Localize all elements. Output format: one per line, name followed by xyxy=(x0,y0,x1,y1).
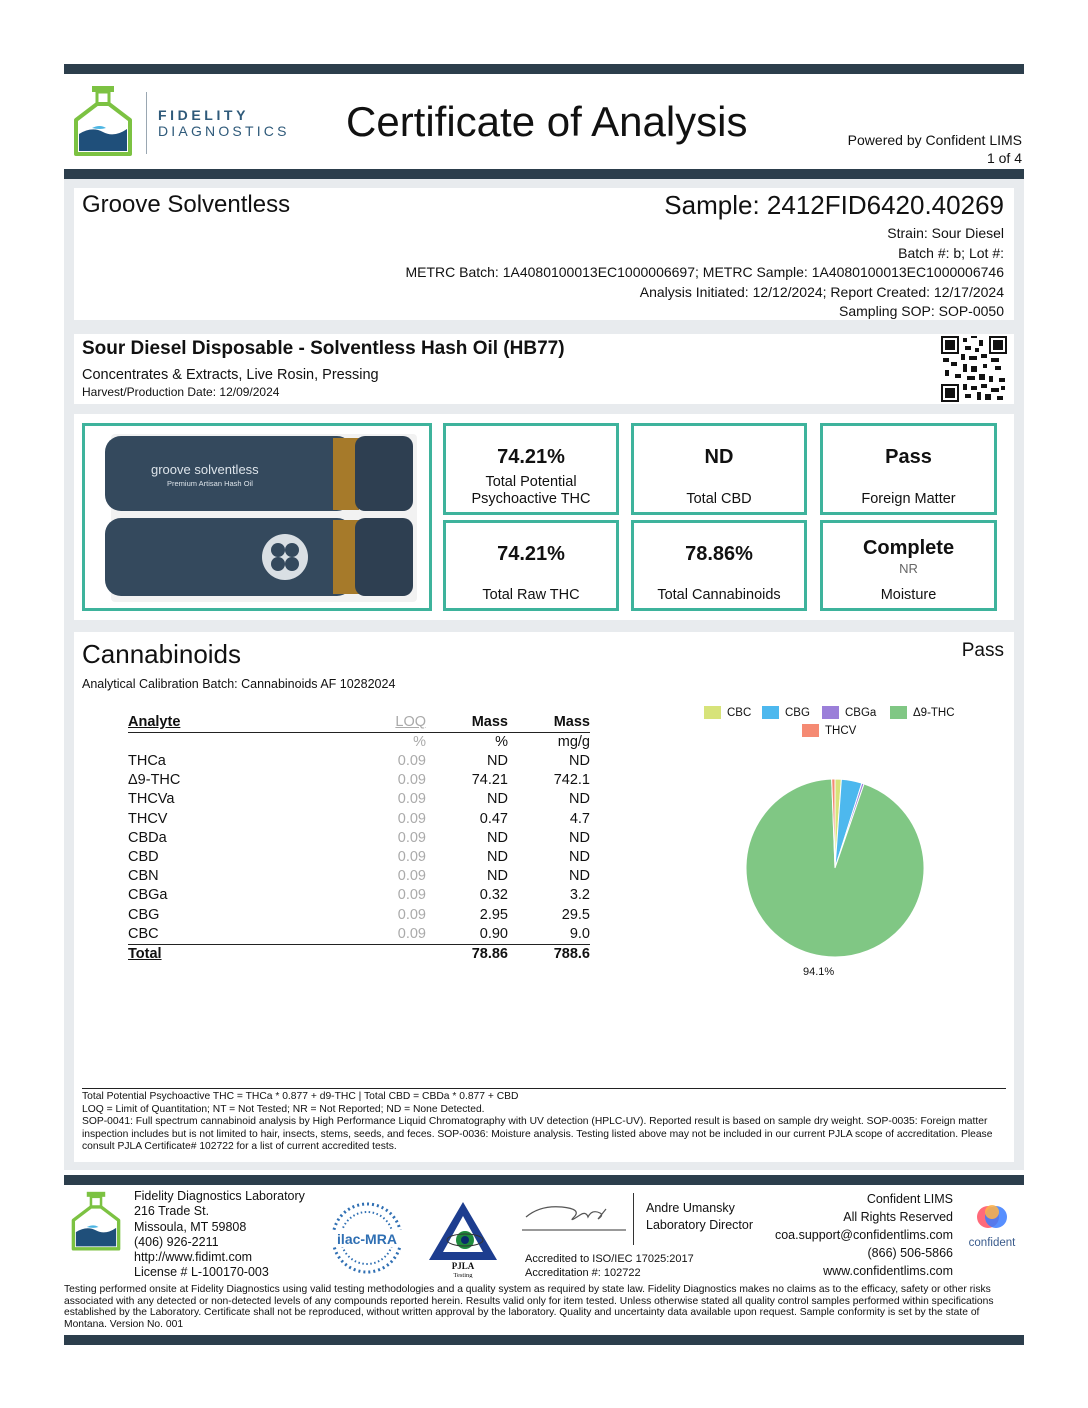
document-title: Certificate of Analysis xyxy=(346,98,748,145)
table-row xyxy=(128,790,590,809)
table-row xyxy=(128,810,590,829)
cell-mg: 742.1 xyxy=(553,772,590,789)
summary-value: Complete xyxy=(862,537,955,559)
director-name: Andre Umansky xyxy=(646,1201,735,1215)
total-cell xyxy=(318,944,426,964)
table-row xyxy=(128,771,590,790)
cell-mg: 9.0 xyxy=(569,925,590,942)
legend-swatch xyxy=(802,724,819,737)
total-cell: 78.86 xyxy=(426,944,508,964)
table-row xyxy=(128,886,590,905)
summary-value: Pass xyxy=(885,446,932,468)
flask-logo-icon xyxy=(70,1190,122,1254)
lab-address xyxy=(134,1189,305,1281)
table-row xyxy=(128,867,590,886)
unit-pct: % xyxy=(495,734,508,750)
total-cell: 788.6 xyxy=(508,944,590,964)
pie-data-label: 94.1% xyxy=(803,966,835,978)
footer-top-bar xyxy=(64,1175,1024,1185)
cell-pct: 0.32 xyxy=(479,887,508,904)
summary-total-cannabinoids xyxy=(631,520,807,611)
cell-pct: ND xyxy=(487,753,508,770)
signature-divider xyxy=(633,1193,634,1245)
pjla-logo-icon xyxy=(425,1198,501,1278)
cell-mg: 3.2 xyxy=(569,887,590,904)
cannabinoid-pie-chart xyxy=(740,775,930,965)
cell-analyte: THCVa xyxy=(128,791,175,808)
cell-mg: ND xyxy=(569,868,590,885)
cell-pct: 0.90 xyxy=(479,925,508,942)
cell-loq: 0.09 xyxy=(397,925,426,942)
cell-analyte: CBDa xyxy=(128,829,167,846)
legend-swatch xyxy=(762,706,779,719)
table-row xyxy=(128,848,590,867)
summary-moisture xyxy=(820,520,997,611)
logo-separator xyxy=(146,92,147,154)
summary-total-potential-thc xyxy=(443,423,619,515)
summary-value: 74.21% xyxy=(497,446,565,468)
summary-sub: NR xyxy=(899,561,918,576)
lab-license: License # L-100170-003 xyxy=(134,1265,269,1280)
total-cell: Total xyxy=(128,944,318,964)
cell-analyte: CBD xyxy=(128,849,159,866)
cell-loq: 0.09 xyxy=(397,887,426,904)
cell-mg: ND xyxy=(569,829,590,846)
legend-label: THCV xyxy=(825,724,857,737)
cell-pct: ND xyxy=(487,791,508,808)
legend-swatch xyxy=(704,706,721,719)
cell-loq: 0.09 xyxy=(397,810,426,827)
lab-name: Fidelity Diagnostics Laboratory xyxy=(134,1189,305,1203)
cell-analyte: CBC xyxy=(128,925,159,942)
note-formula: Total Potential Psychoactive THC = THCa * 0.877 + d9-THC | Total CBD = CBDa * 0.877 + CBD xyxy=(82,1091,519,1102)
cell-pct: ND xyxy=(487,868,508,885)
lims-name: Confident LIMS xyxy=(866,1192,953,1206)
table-row xyxy=(128,829,590,848)
pjla-text: PJLA xyxy=(451,1261,475,1271)
header-divider-bar xyxy=(64,169,1024,179)
harvest-date: Harvest/Production Date: 12/09/2024 xyxy=(82,385,280,399)
summary-value: 78.86% xyxy=(685,543,753,565)
col-analyte: Analyte xyxy=(128,713,318,733)
cell-pct: 0.47 xyxy=(479,810,508,827)
section-title: Cannabinoids xyxy=(82,639,242,669)
sample-id: Sample: 2412FID6420.40269 xyxy=(664,190,1004,220)
powered-by-text: Powered by Confident LIMS xyxy=(847,132,1022,148)
total-row xyxy=(128,944,590,964)
lims-rights: All Rights Reserved xyxy=(843,1210,953,1224)
cell-loq: 0.09 xyxy=(397,906,426,923)
pen-tagline-text: Premium Artisan Hash Oil xyxy=(167,479,253,488)
summary-label: Total Cannabinoids xyxy=(657,587,781,603)
cell-loq: 0.09 xyxy=(397,791,426,808)
cell-loq: 0.09 xyxy=(397,753,426,770)
summary-total-cbd xyxy=(631,423,807,515)
cell-loq: 0.09 xyxy=(397,868,426,885)
lab-city: Missoula, MT 59808 xyxy=(134,1219,247,1234)
col-mass-mg: Mass xyxy=(508,713,590,733)
summary-label: Total Raw THC xyxy=(482,587,580,603)
table-row xyxy=(128,925,590,945)
summary-total-raw-thc xyxy=(443,520,619,611)
legend-item xyxy=(822,706,876,719)
summary-foreign-matter xyxy=(820,423,997,515)
legend-label: CBC xyxy=(727,706,752,719)
legend-item xyxy=(802,724,856,737)
unit-loq: % xyxy=(413,734,426,750)
bottom-bar xyxy=(64,1335,1024,1345)
confident-logo-text: confident xyxy=(968,1237,1016,1249)
pen-brand-text: groove solventless xyxy=(151,462,259,477)
legend-item xyxy=(762,706,810,719)
director-signature xyxy=(522,1197,626,1231)
note-abbreviations: LOQ = Limit of Quantitation; NT = Not Tested; NR = Not Reported; ND = None Detected. xyxy=(82,1103,485,1115)
col-mass-pct: Mass xyxy=(426,713,508,733)
director-title: Laboratory Director xyxy=(646,1218,753,1232)
disclaimer: Testing performed onsite at Fidelity Diagnostics using valid testing methodologies and a quality system as required by state law. Fidelity Diagnostics makes no claims as to the efficacy, safety or other risks associated with any detected or non-detected levels of any compounds reported herein. Results valid only for item tested. Unless otherwise stated all quality control samples performed within specifications established by the Laboratory. Certificate shall not be reproduced, without written approval by the laboratory. Quality and uncertainty data available upon request. Sample conformity is set by the state of Montana. Version No. 001 xyxy=(64,1284,994,1330)
table-row xyxy=(128,752,590,771)
legend-swatch xyxy=(822,706,839,719)
units-row xyxy=(128,733,590,753)
cell-pct: 2.95 xyxy=(479,906,508,923)
logo-wordmark xyxy=(158,107,290,139)
legend-item xyxy=(890,706,955,719)
product-name: Sour Diesel Disposable - Solventless Hash Oil (HB77) xyxy=(82,338,565,359)
logo-line-1: FIDELITY xyxy=(158,107,250,123)
confident-logo-icon xyxy=(975,1202,1009,1232)
page-number: 1 of 4 xyxy=(986,150,1022,166)
cell-analyte: Δ9-THC xyxy=(128,772,181,789)
analysis-dates: Analysis Initiated: 12/12/2024; Report Created: 12/17/2024 xyxy=(639,283,1004,300)
product-category: Concentrates & Extracts, Live Rosin, Pressing xyxy=(82,367,379,383)
cell-mg: 29.5 xyxy=(561,906,590,923)
sampling-sop: Sampling SOP: SOP-0050 xyxy=(839,303,1004,319)
calibration-batch: Analytical Calibration Batch: Cannabinoids AF 10282024 xyxy=(82,677,396,691)
cell-mg: ND xyxy=(569,753,590,770)
batch: Batch #: b; Lot #: xyxy=(898,244,1004,261)
flask-logo-icon xyxy=(72,84,134,160)
lims-phone: (866) 506-5866 xyxy=(867,1246,953,1260)
cell-analyte: CBGa xyxy=(128,887,168,904)
cell-mg: 4.7 xyxy=(569,810,590,827)
summary-value: ND xyxy=(704,446,734,468)
top-bar xyxy=(64,64,1024,74)
cell-mg: ND xyxy=(569,849,590,866)
director-block xyxy=(646,1200,753,1234)
lab-website-link[interactable]: http://www.fidimt.com xyxy=(134,1250,253,1265)
client-name: Groove Solventless xyxy=(82,191,291,218)
sample-meta xyxy=(405,224,1004,322)
summary-label: Moisture xyxy=(880,587,937,603)
qr-code-icon[interactable] xyxy=(941,336,1007,402)
legend-item xyxy=(704,706,751,719)
summary-label: Total CBD xyxy=(686,491,752,507)
product-photo xyxy=(85,426,429,608)
summary-value: 74.21% xyxy=(497,543,565,565)
summary-label: Total Potential Psychoactive THC xyxy=(471,474,591,507)
legend-label: CBGa xyxy=(845,706,877,719)
cell-analyte: THCV xyxy=(128,810,168,827)
table-row xyxy=(128,906,590,925)
accreditation-number: Accreditation #: 102722 xyxy=(525,1267,641,1279)
cell-loq: 0.09 xyxy=(397,772,426,789)
accreditation xyxy=(525,1252,694,1280)
summary-label: Foreign Matter xyxy=(861,491,956,507)
cannabinoid-table xyxy=(128,713,590,964)
col-loq: LOQ xyxy=(318,713,426,733)
unit-mg: mg/g xyxy=(557,734,590,750)
legend-label: Δ9-THC xyxy=(913,706,955,719)
legend-swatch xyxy=(890,706,907,719)
cell-mg: ND xyxy=(569,791,590,808)
legend-label: CBG xyxy=(785,706,810,719)
logo-line-2: DIAGNOSTICS xyxy=(158,123,290,139)
powered-by xyxy=(848,131,1022,167)
cell-pct: 74.21 xyxy=(471,772,508,789)
product-image xyxy=(82,423,432,611)
metrc: METRC Batch: 1A4080100013EC1000006697; METRC Sample: 1A4080100013EC1000006746 xyxy=(405,264,1004,280)
strain: Strain: Sour Diesel xyxy=(887,225,1004,241)
notes xyxy=(82,1088,1006,1154)
cell-pct: ND xyxy=(487,829,508,846)
confident-logo xyxy=(962,1202,1022,1249)
note-methods: SOP-0041: Full spectrum cannabinoid analysis by High Performance Liquid Chromatography with UV detection (HPLC-UV). Reported result is based on sample dry weight. SOP-0035: Foreign matter inspection includes but is not limited to hair, insects, stems, seeds, and feces. SOP-0036: Moisture analysis. Testing listed above may not be included in our current PJLA scope of accreditation. Please consult PJLA Certificate# 102722 for a list of current accredited tests. xyxy=(82,1116,993,1153)
cell-pct: ND xyxy=(487,849,508,866)
pen-emblem-icon xyxy=(262,534,308,580)
section-status: Pass xyxy=(961,640,1004,661)
cell-loq: 0.09 xyxy=(397,849,426,866)
lims-contact xyxy=(775,1190,953,1280)
table-header-row xyxy=(128,713,590,733)
cell-analyte: THCa xyxy=(128,753,166,770)
lab-street: 216 Trade St. xyxy=(134,1204,210,1219)
accreditation-standard: Accredited to ISO/IEC 17025:2017 xyxy=(525,1253,694,1265)
lims-website-link[interactable]: www.confidentlims.com xyxy=(823,1264,953,1278)
cell-loq: 0.09 xyxy=(397,829,426,846)
ilac-mra-logo-icon xyxy=(328,1200,406,1276)
cell-analyte: CBG xyxy=(128,906,160,923)
cell-analyte: CBN xyxy=(128,868,159,885)
lims-email-link[interactable]: coa.support@confidentlims.com xyxy=(774,1228,953,1242)
lab-phone: (406) 926-2211 xyxy=(134,1234,219,1249)
ilac-text: ilac-MRA xyxy=(337,1231,397,1247)
pjla-sub-text: Testing xyxy=(453,1272,473,1278)
